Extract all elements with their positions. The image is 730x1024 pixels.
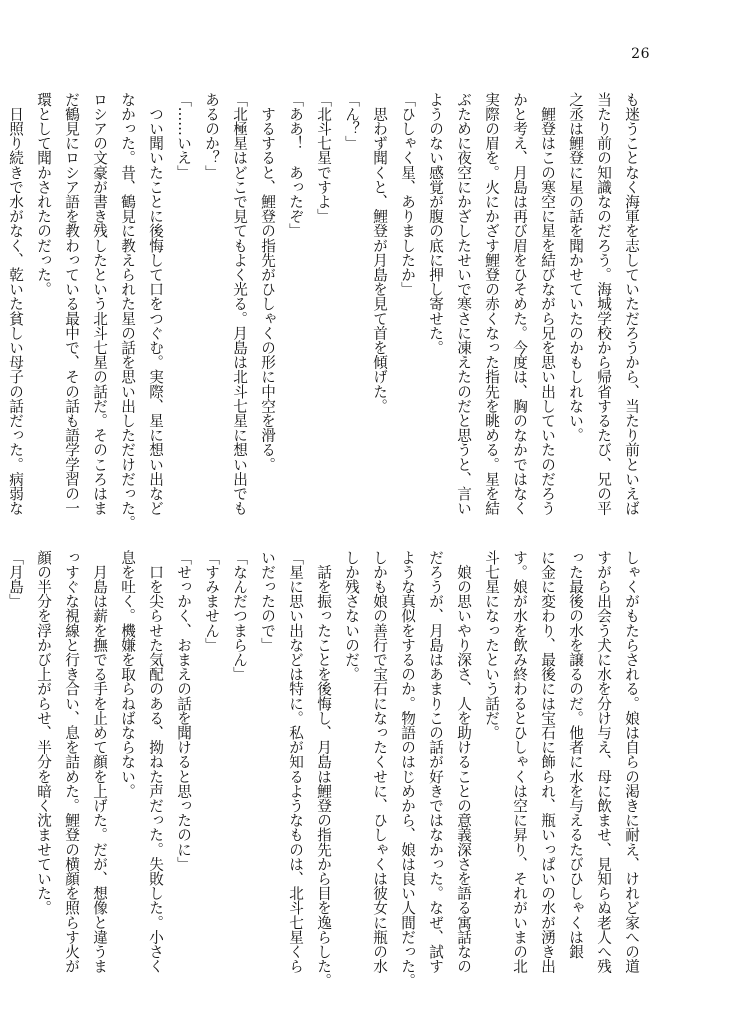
lower-text-block	[7, 550, 645, 988]
text-line: いだったので」	[259, 550, 276, 653]
text-line: だろうが、月島はあまりこの話が好きではなかった。なぜ、試す	[427, 550, 444, 974]
text-line: ようのない感覚が腹の底に押し寄せた。	[427, 92, 444, 355]
text-line: 斗七星になったという話だ。	[483, 550, 500, 740]
text-line: しかも娘の善行で宝石になったくせに、ひしゃくは彼女に瓶の水	[371, 550, 388, 974]
text-line: しゃくがもたらされる。娘は自らの渇きに耐え、けれど家への道	[623, 550, 640, 974]
text-line: すがら出会う犬に水を分け与え、母に飲ませ、見知らぬ老人へ残	[595, 550, 612, 974]
text-line: なかった。昔、鶴見に教えられた星の話を思い出しただけだった。	[119, 92, 136, 530]
text-line: 「北極星はどこで見てもよく光る。月島は北斗七星に想い出でも	[231, 92, 248, 516]
text-line: 「ん？」	[343, 92, 360, 151]
text-line: かと考え、月島は再び眉をひそめた。今度は、胸のなかではなく	[511, 92, 528, 516]
text-line: ような真似をするのか。物語のはじめから、娘は良い人間だった。	[399, 550, 416, 988]
text-line: 鯉登はこの寒空に星を結びながら兄を思い出していたのだろう	[539, 92, 556, 516]
upper-text-block	[7, 92, 645, 530]
text-line: 顔の半分を浮かび上がらせ、半分を暗く沈ませていた。	[35, 550, 52, 915]
text-line: 之丞は鯉登に星の話を聞かせていたのかもしれない。	[567, 92, 584, 443]
text-line: ロシアの文豪が書き残したという北斗七星の話だ。そのころはま	[91, 92, 108, 516]
text-line: 「ひしゃく星、ありましたか」	[399, 92, 416, 297]
text-line: 話を振ったことを後悔し、月島は鯉登の指先から目を逸らした。	[315, 550, 332, 988]
text-line: あるのか？」	[203, 92, 220, 180]
text-line: す。娘が水を飲み終わるとひしゃくは空に昇り、それがいまの北	[511, 550, 528, 974]
text-line: 「……いえ」	[175, 92, 192, 180]
text-line: 娘の思いやり深さ、人を助けることの意義深さを語る寓話なの	[455, 550, 472, 974]
text-line: に金に変わり、最後には宝石に飾られ、瓶いっぱいの水が湧き出	[539, 550, 556, 974]
text-line: 息を吐く。機嫌を取らねばならない。	[119, 550, 136, 799]
text-line: 「ああ！ あったぞ」	[287, 92, 304, 238]
text-line	[0, 92, 1, 512]
text-line: 「星に思い出などは特に。私が知るようなものは、北斗七星くら	[287, 550, 304, 974]
text-line: も迷うことなく海軍を志していただろうから、当たり前といえば	[623, 92, 640, 516]
text-line: 月島は薪を撫でる手を止めて顔を上げた。だが、想像と違うま	[91, 550, 108, 974]
text-line: 「せっかく、おまえの話を聞けると思ったのに」	[175, 550, 192, 872]
page-number: 26	[631, 46, 650, 62]
text-line: 実際の眉を。火にかざす鯉登の赤くなった指先を眺める。星を結	[483, 92, 500, 516]
text-line: った最後の水を譲るのだ。他者に水を与えるたびひしゃくは銀	[567, 550, 584, 959]
text-line: ぶために夜空にかざしたせいで寒さに凍えたのだと思うと、言い	[455, 92, 472, 516]
text-line	[0, 550, 1, 970]
text-line: 「月島」	[7, 550, 24, 609]
text-line: 日照り続きで水がなく、乾いた貧しい母子の話だった。病弱な	[7, 92, 24, 516]
text-line: っすぐな視線と行き合い、息を詰めた。鯉登の横顔を照らす火が	[63, 550, 80, 974]
text-line: だ鶴見にロシア語を教わっている最中で、その話も語学学習の一	[63, 92, 80, 516]
text-line: 当たり前の知識なのだろう。海城学校から帰省するたび、兄の平	[595, 92, 612, 516]
text-line: しか残さないのだ。	[343, 550, 360, 682]
text-line: 口を尖らせた気配のある、拗ねた声だった。失敗した。小さく	[147, 550, 164, 974]
text-line: 環として聞かされたのだった。	[35, 92, 52, 297]
text-line: 「なんだつまらん」	[231, 550, 248, 682]
text-line: するすると、鯉登の指先がひしゃくの形に中空を滑る。	[259, 92, 276, 472]
text-line: 思わず聞くと、鯉登が月島を見て首を傾げた。	[371, 92, 388, 414]
text-line: 「北斗七星ですよ」	[315, 92, 332, 224]
text-line: つい聞いたことに後悔して口をつぐむ。実際、星に想い出など	[147, 92, 164, 516]
text-line: 「すみません」	[203, 550, 220, 653]
